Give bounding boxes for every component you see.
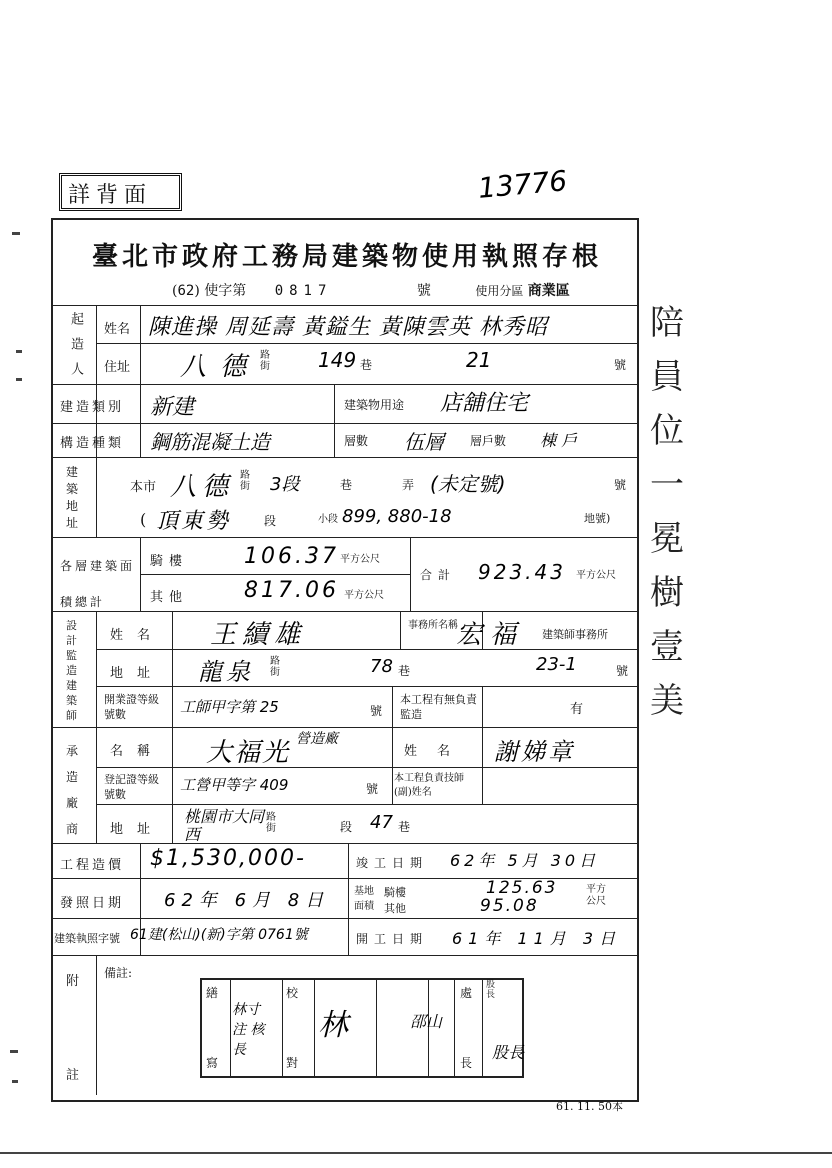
- sign-section-stamp: 邵山: [410, 1012, 443, 1031]
- base-arcade-label: 騎樓: [384, 886, 406, 899]
- sign-check-stamp: 林: [318, 1008, 348, 1043]
- site-line2-lots: 899, 880-18: [342, 506, 452, 527]
- permit-value: 61建(松山)(新)字第 0761號: [130, 927, 308, 943]
- architect-section: 設計監造建築師: [66, 619, 77, 722]
- margin-bleed-text: 陪員位 一 冕 樹 壹 美: [650, 303, 684, 721]
- site-section: 建築地址: [66, 465, 79, 530]
- rule: [140, 574, 410, 575]
- applicant-addr-value: 八德: [180, 352, 261, 382]
- scan-mark: [16, 350, 22, 353]
- site-line1-num: 3段: [270, 474, 300, 495]
- architect-addr-lane: 巷: [398, 664, 411, 678]
- scan-mark: [12, 1080, 18, 1083]
- site-line1-prefix: 本市: [130, 480, 157, 495]
- rule: [51, 457, 637, 458]
- finish-label: 竣工日期: [356, 856, 429, 870]
- contractor-section: 承造廠商: [66, 744, 79, 836]
- rule: [96, 343, 637, 344]
- remarks-section-top: 附: [66, 974, 80, 989]
- archive-number: 13776: [476, 164, 569, 205]
- contractor-person-label: 姓名: [404, 744, 471, 759]
- issue-value: 62年 6月 8日: [164, 890, 330, 911]
- license-suffix: 號: [416, 283, 431, 299]
- applicant-name-label: 姓名: [104, 322, 131, 337]
- area-total-value: 923.43: [478, 560, 566, 584]
- contractor-addr-road: 路街: [266, 812, 276, 834]
- rule: [96, 686, 637, 687]
- architect-addr-road: 路街: [270, 656, 280, 678]
- rule: [348, 843, 349, 955]
- rule: [172, 611, 173, 843]
- scan-mark: [10, 1050, 18, 1053]
- page-title: 臺北市政府工務局建築物使用執照存根: [92, 242, 603, 272]
- site-line2-value: 頂東勢: [156, 509, 232, 534]
- rule: [96, 767, 637, 768]
- architect-addr-lane-value: 78: [370, 656, 393, 677]
- rule: [482, 686, 483, 727]
- rule: [140, 537, 141, 611]
- scan-mark: [12, 232, 20, 235]
- rule: [392, 686, 393, 727]
- contractor-addr-label: 地址: [110, 822, 165, 837]
- area-arcade-label: 騎樓: [150, 554, 189, 569]
- units-value: 棟 戶: [540, 431, 578, 450]
- rule: [96, 457, 97, 537]
- contractor-addr-lane-value: 47: [370, 812, 393, 833]
- architect-cert-label: 開業證等級號數: [104, 693, 159, 721]
- structure-label: 構造種類: [60, 436, 125, 451]
- site-line1-value: 八德: [170, 472, 235, 502]
- applicant-addr-road: 路街: [260, 350, 270, 372]
- applicant-section: 起造人: [68, 312, 83, 387]
- rule: [51, 305, 637, 306]
- zone-label: 使用分區: [475, 284, 524, 298]
- scan-mark: [16, 378, 22, 381]
- site-line1-alley: 弄: [402, 478, 415, 492]
- architect-addr-value: 龍泉: [198, 658, 254, 686]
- rule: [400, 611, 401, 649]
- permit-label: 建築執照字號: [54, 932, 120, 945]
- architect-office-label: 事務所名稱: [408, 620, 458, 631]
- rule: [96, 649, 637, 650]
- rule: [51, 918, 637, 919]
- rule: [51, 537, 637, 538]
- sign-clerk-stamp: 林寸注 核長: [232, 1002, 265, 1058]
- base-other-value: 95.08: [480, 896, 539, 916]
- scan-mark: [0, 1152, 832, 1154]
- area-arcade-unit: 平方公尺: [340, 554, 380, 565]
- site-line1-road: 路街: [240, 470, 250, 492]
- rule: [96, 611, 97, 843]
- applicant-name-value: 陳進操 周延壽 黃鎰生 黃陳雲英 林秀昭: [148, 315, 548, 340]
- start-label: 開工日期: [356, 932, 429, 946]
- base-unit: 平方公尺: [586, 884, 606, 907]
- rule: [51, 423, 637, 424]
- rule: [410, 537, 411, 611]
- architect-supervise-value: 有: [570, 702, 584, 717]
- sign-check-bottom: 對: [286, 1056, 299, 1070]
- architect-office-suffix: 建築師事務所: [542, 628, 608, 641]
- contractor-addr-lane: 巷: [398, 820, 411, 834]
- area-other-value: 817.06: [244, 578, 339, 603]
- contractor-reg-hao: 號: [366, 782, 379, 796]
- see-reverse-stamp: [59, 173, 182, 211]
- site-line1-lane: 巷: [340, 478, 353, 492]
- rule: [96, 955, 97, 1095]
- building-type-label: 建造類別: [60, 400, 125, 415]
- cost-label: 工程造價: [60, 858, 125, 873]
- site-line1-extra: (未定號): [430, 472, 506, 496]
- rule: [51, 955, 637, 956]
- rule: [392, 727, 393, 804]
- building-use-label: 建築物用途: [344, 398, 405, 412]
- area-arcade-value: 106.37: [244, 544, 339, 569]
- rule: [96, 804, 637, 805]
- zone-value: 商業區: [527, 283, 570, 299]
- contractor-reg-label: 登記證等級號數: [104, 773, 159, 801]
- applicant-addr-label: 住址: [104, 360, 131, 375]
- architect-cert-hao: 號: [370, 704, 383, 718]
- contractor-name-value: 大福光: [206, 738, 291, 768]
- applicant-addr-hao: 號: [614, 358, 627, 372]
- architect-addr-label: 地址: [110, 666, 165, 681]
- see-reverse-text: 詳背面: [68, 183, 153, 208]
- base-label: 基地面積: [354, 886, 374, 912]
- contractor-name-label: 名稱: [110, 744, 165, 759]
- sign-chief: 股長: [486, 980, 496, 1000]
- building-type-value: 新建: [150, 395, 195, 420]
- architect-cert-value: 工師甲字第 25: [180, 698, 279, 716]
- contractor-addr-value: 桃園市大同西: [184, 807, 265, 844]
- rule: [51, 843, 637, 844]
- site-line2-xiaoduan: 小段: [318, 514, 338, 525]
- contractor-person-value: 謝娣章: [494, 738, 575, 766]
- license-line: (62) 使字第 0817 號 使用分區 商業區: [172, 283, 570, 299]
- rule: [51, 611, 637, 612]
- architect-office-value: 宏福: [456, 620, 525, 650]
- sign-clerk-bottom: 寫: [206, 1056, 219, 1070]
- architect-name-label: 姓名: [110, 628, 165, 643]
- floors-label: 層數: [344, 434, 369, 448]
- contractor-addr-duan: 段: [340, 820, 353, 834]
- contractor-tech-label: 本工程負責技師(副)姓名: [394, 773, 464, 798]
- architect-addr-hao: 號: [616, 664, 629, 678]
- area-other-label: 其他: [150, 590, 189, 605]
- architect-addr-no: 23-1: [536, 654, 577, 675]
- start-value: 61年 11月 3日: [452, 929, 622, 948]
- site-line2-duan: 段: [264, 514, 277, 528]
- sign-chief-stamp: 股長: [492, 1043, 525, 1062]
- base-arcade-value: 125.63: [486, 878, 558, 898]
- area-total-label: 合計: [420, 568, 457, 582]
- applicant-addr-no: 149: [318, 348, 357, 372]
- sign-clerk-top: 繕: [206, 986, 219, 1000]
- rule: [140, 305, 141, 457]
- area-label: 各層建築面積總計: [60, 559, 136, 609]
- rule: [334, 384, 335, 457]
- license-prefix: 使字第: [204, 283, 247, 299]
- rule: [482, 727, 483, 804]
- building-use-value: 店舖住宅: [440, 391, 529, 416]
- base-other-label: 其他: [384, 902, 406, 915]
- area-other-unit: 平方公尺: [344, 590, 384, 601]
- license-year: 62: [177, 283, 195, 299]
- architect-name-value: 王續雄: [210, 620, 307, 650]
- architect-supervise-label: 本工程有無負責監造: [400, 693, 477, 721]
- area-total-unit: 平方公尺: [576, 570, 616, 581]
- rule: [51, 727, 637, 728]
- contractor-reg-value: 工營甲等字 409: [180, 776, 289, 794]
- sign-head-top: 處: [460, 986, 473, 1000]
- remarks-section-bottom: 註: [66, 1068, 80, 1083]
- remarks-label: 備註:: [104, 966, 133, 980]
- license-number: 0817: [274, 283, 333, 299]
- structure-value: 鋼筋混凝土造: [150, 430, 270, 454]
- footer-print-code: 61. 11. 50本: [556, 1100, 623, 1113]
- rule: [51, 384, 637, 385]
- cost-value: $1,530,000-: [150, 846, 306, 871]
- issue-label: 發照日期: [60, 896, 125, 911]
- contractor-name-suffix: 營造廠: [296, 731, 338, 747]
- sign-check-top: 校: [286, 986, 299, 1000]
- sign-head-bottom: 長: [460, 1056, 473, 1070]
- floors-value: 伍層: [404, 430, 444, 454]
- site-line2-dihao: 地號): [584, 512, 611, 525]
- site-line1-hao: 號: [614, 478, 627, 492]
- applicant-addr-no2: 21: [466, 348, 492, 372]
- units-label: 層戶數: [470, 434, 507, 448]
- applicant-addr-lane: 巷: [360, 358, 373, 372]
- finish-value: 62年 5月 30日: [450, 851, 600, 870]
